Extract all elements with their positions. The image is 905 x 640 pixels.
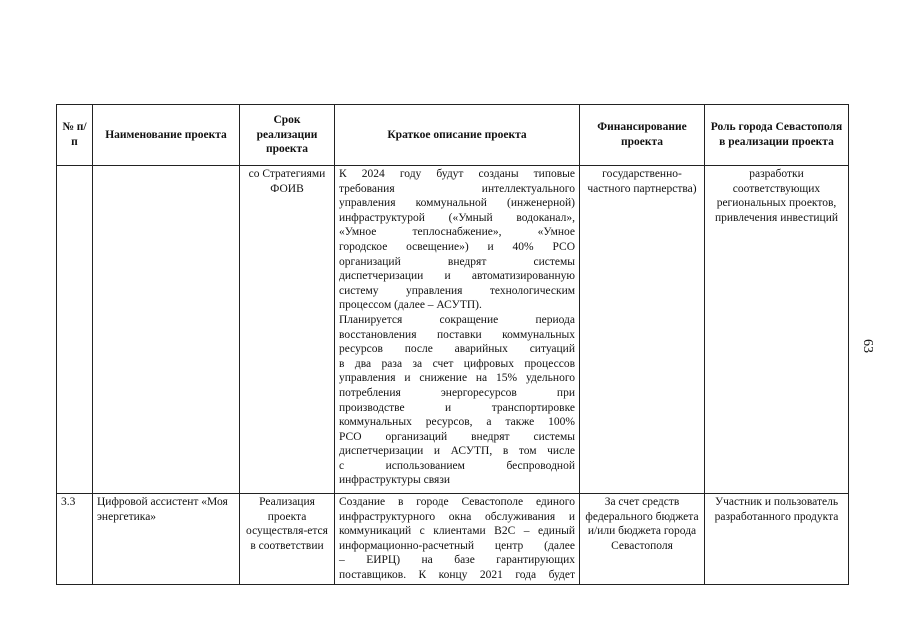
description-line: управления и снижение на 15% удельного: [339, 372, 575, 385]
description-line: поставщиков. К концу 2021 года будет: [339, 568, 575, 581]
description-line: восстановления поставки коммунальных: [339, 328, 575, 341]
header-num: № п/п: [57, 105, 93, 166]
row-num-cell: 3.3: [57, 494, 93, 585]
description-line: с использованием беспроводной: [339, 459, 575, 472]
row-financing-cell: государственно-частного партнерства): [580, 166, 705, 494]
row-role-cell: разработки соответствующих региональных проектов, привлечения инвестиций: [705, 166, 849, 494]
description-line: городское освещение») и 40% РСО: [339, 240, 575, 253]
header-description: Краткое описание проекта: [335, 105, 580, 166]
description-line: требования интеллектуального: [339, 182, 575, 195]
description-line: потребления энергоресурсов при: [339, 386, 575, 399]
description-line: диспетчеризации и автоматизированную: [339, 270, 575, 283]
description-line: в два раза за счет цифровых процессов: [339, 357, 575, 370]
description-line: информационно-расчетный центр (далее: [339, 539, 575, 552]
table-row: [57, 166, 849, 494]
row-term-cell: со Стратегиями ФОИВ: [240, 166, 335, 494]
table-header-row: [57, 105, 849, 166]
description-line: инфраструктурного окна обслуживания и: [339, 510, 575, 523]
description-line: РСО организаций внедрят системы: [339, 430, 575, 443]
description-line: Планируется сокращение периода: [339, 313, 575, 326]
header-term: Срок реализации проекта: [240, 105, 335, 166]
description-line: управления коммунальной (инженерной): [339, 197, 575, 210]
description-line: организаций внедрят системы: [339, 255, 575, 268]
row-name-cell: [93, 166, 240, 494]
description-line: ресурсов после аварийных ситуаций: [339, 343, 575, 356]
row-financing-cell: За счет средств федерального бюджета и/или бюджета города Севастополя: [580, 494, 705, 585]
header-name: Наименование проекта: [93, 105, 240, 166]
projects-table: [56, 104, 849, 585]
row-description-cell: [335, 166, 580, 494]
description-line: – ЕИРЦ) на базе гарантирующих: [339, 554, 575, 567]
description-line: коммунальных ресурсов, а также 100%: [339, 416, 575, 429]
description-line: инфраструктурой («Умный водоканал»,: [339, 211, 575, 224]
description-line: «Умное теплоснабжение», «Умное: [339, 226, 575, 239]
row-role-cell: Участник и пользователь разработанного продукта: [705, 494, 849, 585]
description-line: диспетчеризации и АСУТП, в том числе: [339, 445, 575, 458]
row-name-cell: Цифровой ассистент «Моя энергетика»: [93, 494, 240, 585]
description-line: Создание в городе Севастополе единого: [339, 496, 575, 508]
row-num-cell: [57, 166, 93, 494]
header-role: Роль города Севастополя в реализации проекта: [705, 105, 849, 166]
description-line: процессом (далее – АСУТП).: [339, 299, 482, 312]
header-financing: Финансирование проекта: [580, 105, 705, 166]
description-line: К 2024 году будут созданы типовые: [339, 168, 575, 180]
row-description-cell: [335, 494, 580, 585]
description-line: систему управления технологическим: [339, 284, 575, 297]
row-term-cell: Реализация проекта осуществля-ется в соответствии: [240, 494, 335, 585]
description-line: инфраструктуры связи: [339, 474, 451, 487]
page-number: 63: [860, 339, 875, 353]
description-line: коммуникаций с клиентами B2C – единый: [339, 525, 575, 538]
description-line: производстве и транспортировке: [339, 401, 575, 414]
table-row: [57, 494, 849, 585]
